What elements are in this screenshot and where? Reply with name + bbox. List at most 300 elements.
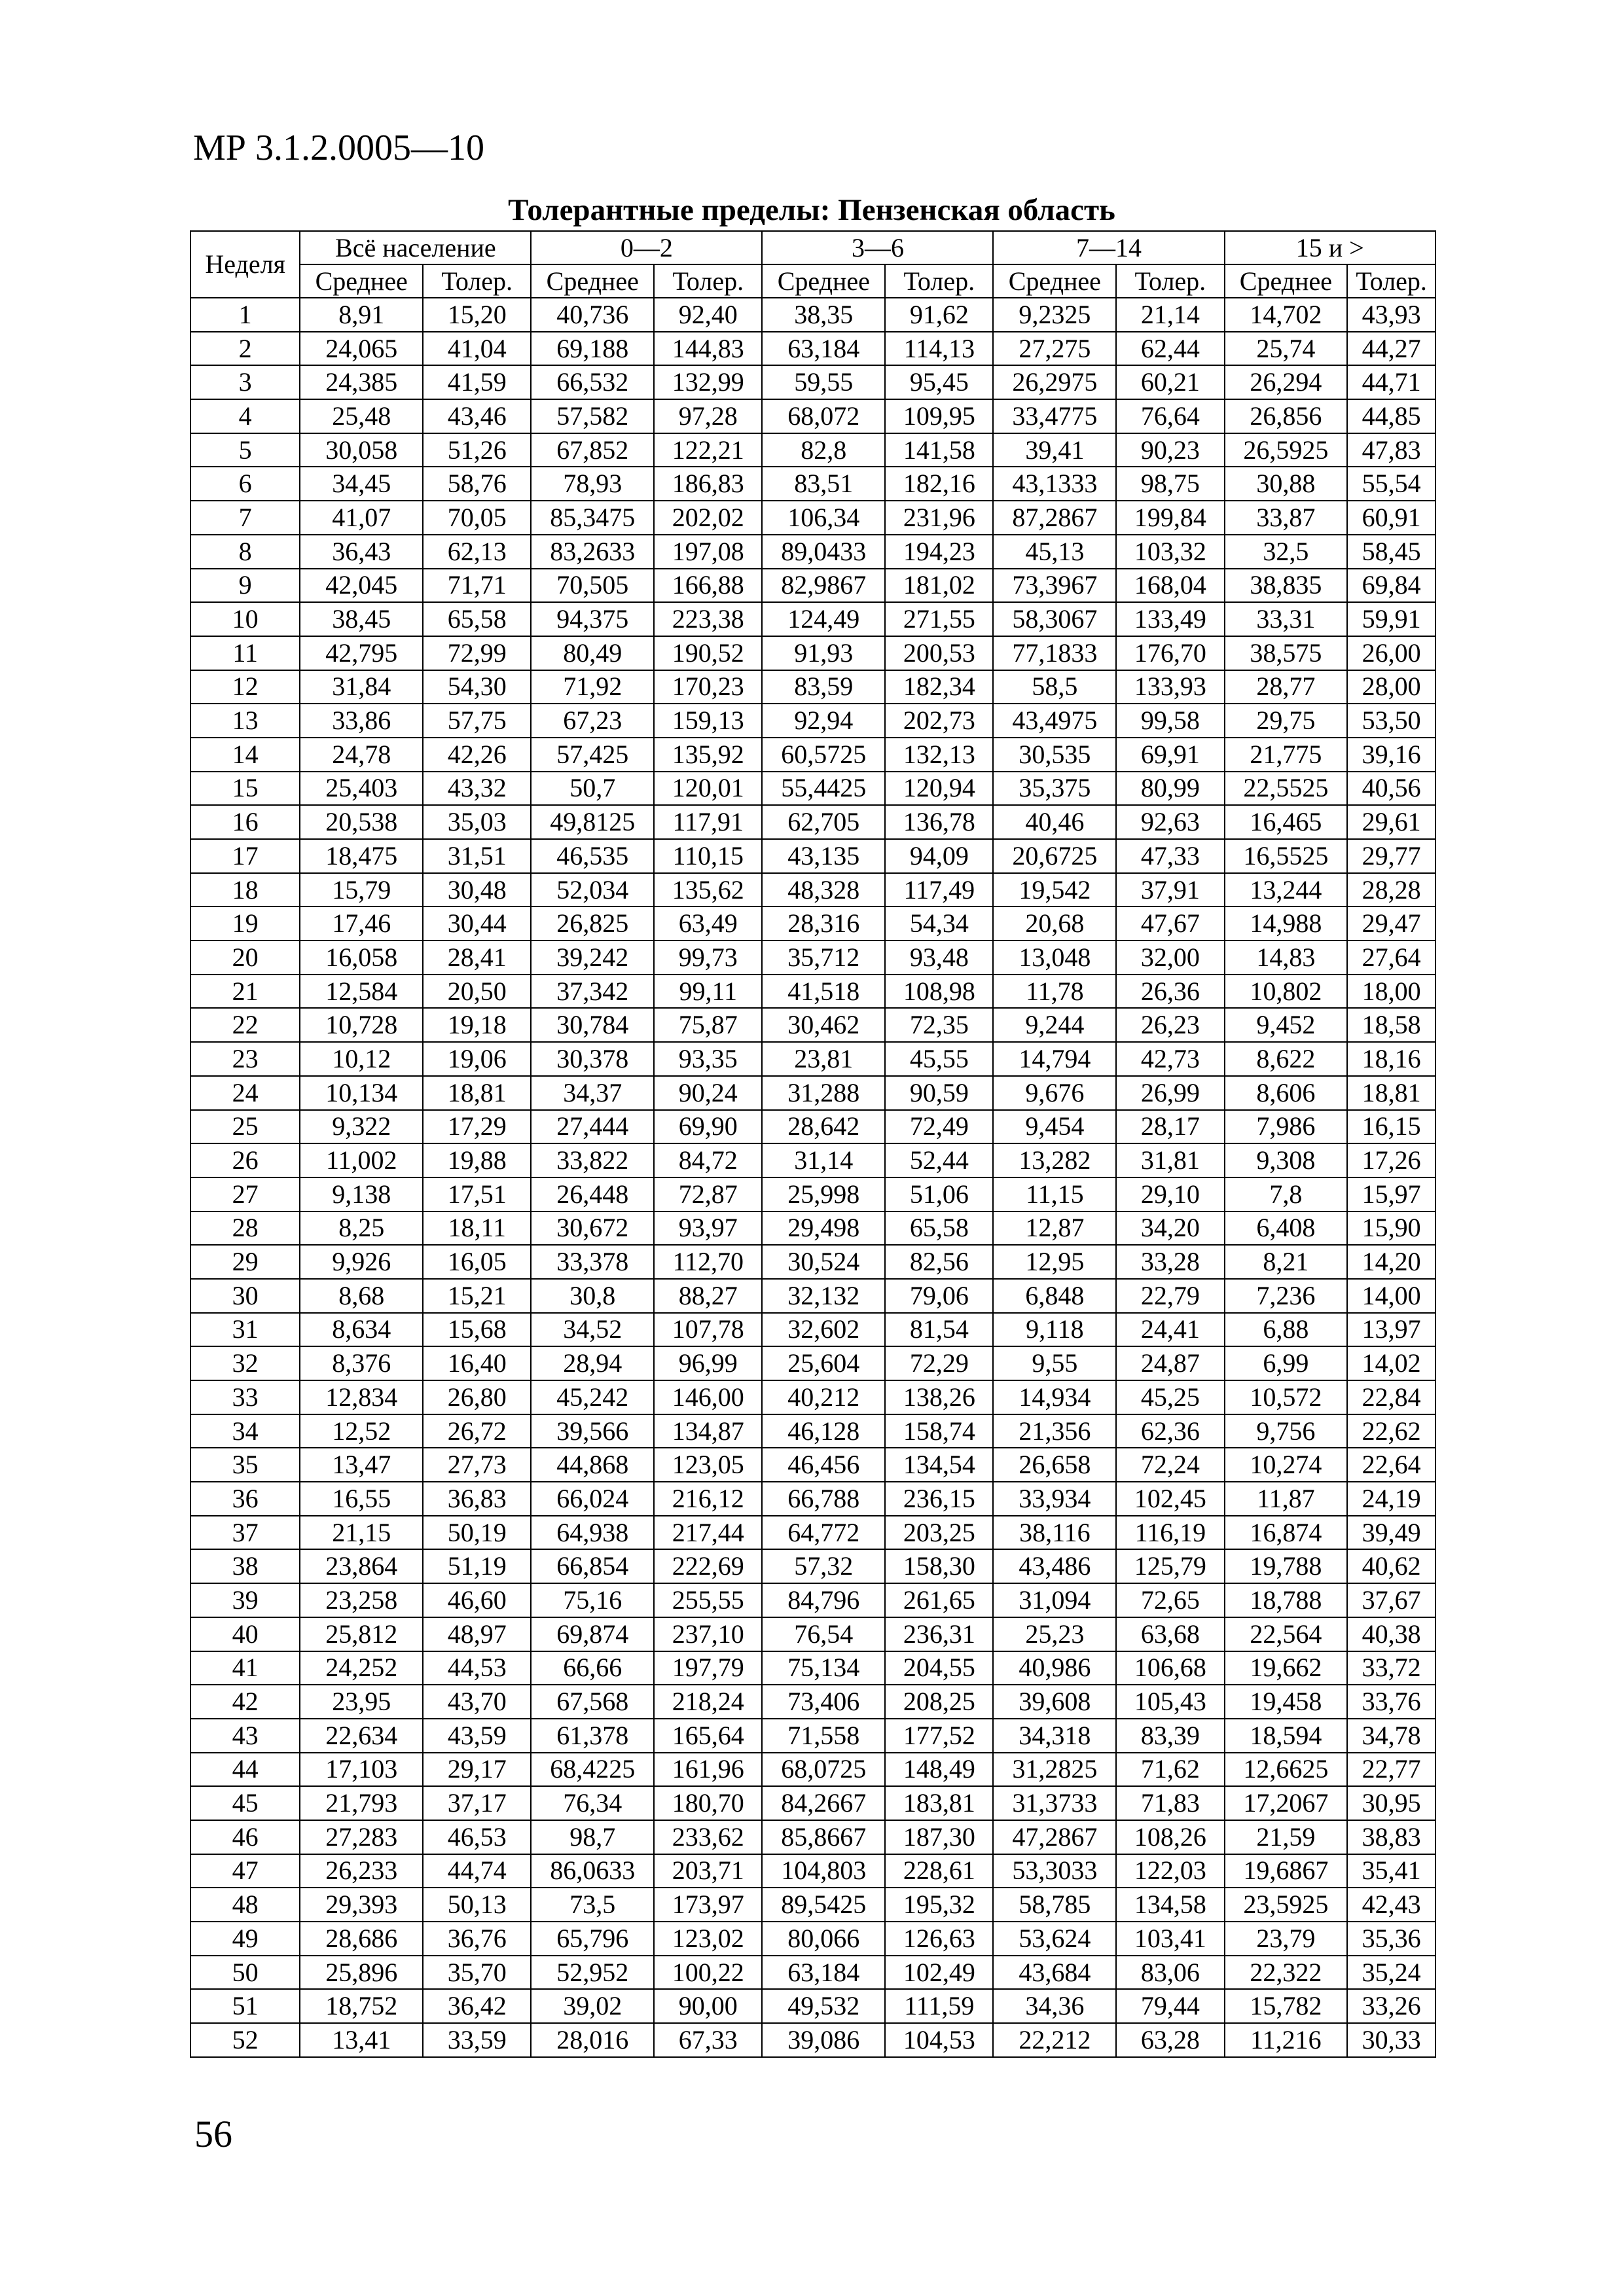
value-cell: 65,58 [423, 602, 531, 636]
week-cell: 16 [190, 805, 300, 839]
value-cell: 17,26 [1347, 1143, 1435, 1177]
value-cell: 12,87 [993, 1211, 1116, 1246]
value-cell: 112,70 [654, 1245, 762, 1279]
value-cell: 103,32 [1116, 535, 1224, 569]
value-cell: 17,2067 [1225, 1786, 1348, 1820]
sub-header-mean: Среднее [762, 264, 885, 298]
table-row [190, 1143, 1435, 1177]
value-cell: 117,91 [654, 805, 762, 839]
value-cell: 26,856 [1225, 399, 1348, 433]
value-cell: 9,926 [300, 1245, 423, 1279]
value-cell: 14,934 [993, 1380, 1116, 1414]
value-cell: 25,896 [300, 1956, 423, 1990]
value-cell: 71,62 [1116, 1753, 1224, 1787]
value-cell: 63,184 [762, 1956, 885, 1990]
value-cell: 27,444 [531, 1110, 654, 1144]
value-cell: 14,00 [1347, 1279, 1435, 1313]
value-cell: 98,75 [1116, 467, 1224, 501]
table-row [190, 1854, 1435, 1888]
table-row [190, 433, 1435, 467]
value-cell: 223,38 [654, 602, 762, 636]
value-cell: 28,94 [531, 1346, 654, 1380]
value-cell: 32,132 [762, 1279, 885, 1313]
value-cell: 20,50 [423, 975, 531, 1009]
value-cell: 236,31 [885, 1617, 993, 1651]
week-cell: 32 [190, 1346, 300, 1380]
value-cell: 65,796 [531, 1922, 654, 1956]
table-row [190, 1786, 1435, 1820]
value-cell: 133,93 [1116, 670, 1224, 704]
week-cell: 6 [190, 467, 300, 501]
value-cell: 18,16 [1347, 1042, 1435, 1076]
value-cell: 16,40 [423, 1346, 531, 1380]
value-cell: 66,532 [531, 365, 654, 399]
value-cell: 123,02 [654, 1922, 762, 1956]
value-cell: 138,26 [885, 1380, 993, 1414]
table-row [190, 636, 1435, 670]
document-code: МР 3.1.2.0005—10 [193, 128, 484, 168]
table-row [190, 1651, 1435, 1685]
value-cell: 26,658 [993, 1448, 1116, 1482]
week-cell: 51 [190, 1989, 300, 2023]
value-cell: 39,49 [1347, 1516, 1435, 1550]
value-cell: 133,49 [1116, 602, 1224, 636]
week-cell: 7 [190, 501, 300, 535]
value-cell: 55,4425 [762, 772, 885, 806]
value-cell: 25,604 [762, 1346, 885, 1380]
value-cell: 134,54 [885, 1448, 993, 1482]
value-cell: 44,85 [1347, 399, 1435, 433]
value-cell: 30,44 [423, 906, 531, 941]
value-cell: 148,49 [885, 1753, 993, 1787]
value-cell: 15,97 [1347, 1177, 1435, 1211]
value-cell: 10,134 [300, 1076, 423, 1110]
week-cell: 33 [190, 1380, 300, 1414]
value-cell: 12,95 [993, 1245, 1116, 1279]
value-cell: 36,83 [423, 1482, 531, 1516]
week-cell: 45 [190, 1786, 300, 1820]
value-cell: 26,294 [1225, 365, 1348, 399]
value-cell: 75,16 [531, 1583, 654, 1617]
value-cell: 159,13 [654, 704, 762, 738]
value-cell: 83,59 [762, 670, 885, 704]
value-cell: 30,784 [531, 1008, 654, 1042]
value-cell: 43,93 [1347, 298, 1435, 332]
week-cell: 14 [190, 738, 300, 772]
value-cell: 35,375 [993, 772, 1116, 806]
value-cell: 44,71 [1347, 365, 1435, 399]
value-cell: 21,775 [1225, 738, 1348, 772]
value-cell: 20,68 [993, 906, 1116, 941]
value-cell: 135,92 [654, 738, 762, 772]
value-cell: 71,92 [531, 670, 654, 704]
table-row [190, 670, 1435, 704]
value-cell: 66,66 [531, 1651, 654, 1685]
header-row-groups [190, 231, 1435, 264]
value-cell: 60,21 [1116, 365, 1224, 399]
value-cell: 46,128 [762, 1414, 885, 1448]
value-cell: 43,135 [762, 839, 885, 873]
week-cell: 20 [190, 941, 300, 975]
value-cell: 72,65 [1116, 1583, 1224, 1617]
value-cell: 8,21 [1225, 1245, 1348, 1279]
value-cell: 35,712 [762, 941, 885, 975]
group-header-0-2: 0—2 [531, 231, 762, 264]
table-row [190, 941, 1435, 975]
value-cell: 25,48 [300, 399, 423, 433]
table-row [190, 1245, 1435, 1279]
value-cell: 216,12 [654, 1482, 762, 1516]
value-cell: 13,41 [300, 2023, 423, 2057]
value-cell: 21,793 [300, 1786, 423, 1820]
group-header-7-14: 7—14 [993, 231, 1224, 264]
value-cell: 84,2667 [762, 1786, 885, 1820]
value-cell: 33,822 [531, 1143, 654, 1177]
value-cell: 43,32 [423, 772, 531, 806]
value-cell: 32,5 [1225, 535, 1348, 569]
value-cell: 144,83 [654, 332, 762, 366]
value-cell: 30,88 [1225, 467, 1348, 501]
week-cell: 39 [190, 1583, 300, 1617]
value-cell: 22,77 [1347, 1753, 1435, 1787]
value-cell: 42,26 [423, 738, 531, 772]
value-cell: 36,42 [423, 1989, 531, 2023]
value-cell: 105,43 [1116, 1685, 1224, 1719]
value-cell: 24,41 [1116, 1313, 1224, 1347]
value-cell: 92,63 [1116, 805, 1224, 839]
value-cell: 14,988 [1225, 906, 1348, 941]
value-cell: 9,55 [993, 1346, 1116, 1380]
week-cell: 12 [190, 670, 300, 704]
value-cell: 29,498 [762, 1211, 885, 1246]
value-cell: 31,84 [300, 670, 423, 704]
value-cell: 102,49 [885, 1956, 993, 1990]
value-cell: 197,08 [654, 535, 762, 569]
value-cell: 16,5525 [1225, 839, 1348, 873]
value-cell: 35,03 [423, 805, 531, 839]
value-cell: 34,37 [531, 1076, 654, 1110]
value-cell: 9,118 [993, 1313, 1116, 1347]
value-cell: 35,36 [1347, 1922, 1435, 1956]
value-cell: 17,29 [423, 1110, 531, 1144]
value-cell: 22,634 [300, 1719, 423, 1753]
value-cell: 38,45 [300, 602, 423, 636]
value-cell: 199,84 [1116, 501, 1224, 535]
week-cell: 52 [190, 2023, 300, 2057]
value-cell: 62,36 [1116, 1414, 1224, 1448]
value-cell: 63,68 [1116, 1617, 1224, 1651]
week-cell: 22 [190, 1008, 300, 1042]
value-cell: 28,28 [1347, 873, 1435, 907]
value-cell: 44,868 [531, 1448, 654, 1482]
value-cell: 89,5425 [762, 1888, 885, 1922]
value-cell: 26,233 [300, 1854, 423, 1888]
value-cell: 31,51 [423, 839, 531, 873]
value-cell: 15,79 [300, 873, 423, 907]
value-cell: 99,73 [654, 941, 762, 975]
value-cell: 15,20 [423, 298, 531, 332]
week-cell: 31 [190, 1313, 300, 1347]
value-cell: 39,02 [531, 1989, 654, 2023]
value-cell: 44,53 [423, 1651, 531, 1685]
value-cell: 45,13 [993, 535, 1116, 569]
value-cell: 79,06 [885, 1279, 993, 1313]
value-cell: 31,3733 [993, 1786, 1116, 1820]
value-cell: 33,76 [1347, 1685, 1435, 1719]
value-cell: 8,606 [1225, 1076, 1348, 1110]
value-cell: 91,93 [762, 636, 885, 670]
value-cell: 30,535 [993, 738, 1116, 772]
value-cell: 40,212 [762, 1380, 885, 1414]
value-cell: 63,28 [1116, 2023, 1224, 2057]
value-cell: 40,986 [993, 1651, 1116, 1685]
value-cell: 42,795 [300, 636, 423, 670]
value-cell: 15,21 [423, 1279, 531, 1313]
value-cell: 8,376 [300, 1346, 423, 1380]
value-cell: 16,55 [300, 1482, 423, 1516]
value-cell: 161,96 [654, 1753, 762, 1787]
value-cell: 78,93 [531, 467, 654, 501]
value-cell: 40,56 [1347, 772, 1435, 806]
value-cell: 102,45 [1116, 1482, 1224, 1516]
value-cell: 48,97 [423, 1617, 531, 1651]
value-cell: 26,99 [1116, 1076, 1224, 1110]
table-title: Толерантные пределы: Пензенская область [508, 193, 1115, 227]
value-cell: 19,542 [993, 873, 1116, 907]
value-cell: 108,26 [1116, 1820, 1224, 1854]
value-cell: 22,64 [1347, 1448, 1435, 1482]
value-cell: 22,62 [1347, 1414, 1435, 1448]
value-cell: 18,475 [300, 839, 423, 873]
week-cell: 38 [190, 1549, 300, 1583]
week-cell: 19 [190, 906, 300, 941]
value-cell: 69,90 [654, 1110, 762, 1144]
value-cell: 81,54 [885, 1313, 993, 1347]
value-cell: 22,5525 [1225, 772, 1348, 806]
value-cell: 43,70 [423, 1685, 531, 1719]
value-cell: 40,736 [531, 298, 654, 332]
value-cell: 65,58 [885, 1211, 993, 1246]
value-cell: 47,33 [1116, 839, 1224, 873]
value-cell: 72,24 [1116, 1448, 1224, 1482]
value-cell: 66,854 [531, 1549, 654, 1583]
value-cell: 158,74 [885, 1414, 993, 1448]
value-cell: 31,2825 [993, 1753, 1116, 1787]
value-cell: 23,258 [300, 1583, 423, 1617]
value-cell: 16,05 [423, 1245, 531, 1279]
value-cell: 202,02 [654, 501, 762, 535]
value-cell: 25,74 [1225, 332, 1348, 366]
week-cell: 17 [190, 839, 300, 873]
value-cell: 52,952 [531, 1956, 654, 1990]
table-row [190, 1685, 1435, 1719]
value-cell: 29,61 [1347, 805, 1435, 839]
table-row [190, 1448, 1435, 1482]
week-cell: 23 [190, 1042, 300, 1076]
value-cell: 76,34 [531, 1786, 654, 1820]
value-cell: 237,10 [654, 1617, 762, 1651]
value-cell: 111,59 [885, 1989, 993, 2023]
value-cell: 255,55 [654, 1583, 762, 1617]
week-cell: 42 [190, 1685, 300, 1719]
value-cell: 168,04 [1116, 569, 1224, 603]
table-row [190, 1989, 1435, 2023]
value-cell: 195,32 [885, 1888, 993, 1922]
value-cell: 72,49 [885, 1110, 993, 1144]
value-cell: 120,94 [885, 772, 993, 806]
value-cell: 41,04 [423, 332, 531, 366]
value-cell: 41,59 [423, 365, 531, 399]
value-cell: 39,41 [993, 433, 1116, 467]
value-cell: 17,51 [423, 1177, 531, 1211]
value-cell: 44,74 [423, 1854, 531, 1888]
value-cell: 134,87 [654, 1414, 762, 1448]
week-cell: 9 [190, 569, 300, 603]
value-cell: 177,52 [885, 1719, 993, 1753]
value-cell: 73,5 [531, 1888, 654, 1922]
value-cell: 33,31 [1225, 602, 1348, 636]
table-row [190, 332, 1435, 366]
value-cell: 7,986 [1225, 1110, 1348, 1144]
value-cell: 24,065 [300, 332, 423, 366]
week-cell: 10 [190, 602, 300, 636]
value-cell: 30,058 [300, 433, 423, 467]
value-cell: 21,59 [1225, 1820, 1348, 1854]
value-cell: 33,378 [531, 1245, 654, 1279]
value-cell: 24,19 [1347, 1482, 1435, 1516]
value-cell: 58,785 [993, 1888, 1116, 1922]
value-cell: 9,676 [993, 1076, 1116, 1110]
value-cell: 170,23 [654, 670, 762, 704]
value-cell: 23,5925 [1225, 1888, 1348, 1922]
value-cell: 99,58 [1116, 704, 1224, 738]
week-cell: 48 [190, 1888, 300, 1922]
value-cell: 59,91 [1347, 602, 1435, 636]
value-cell: 37,67 [1347, 1583, 1435, 1617]
value-cell: 79,44 [1116, 1989, 1224, 2023]
value-cell: 54,30 [423, 670, 531, 704]
value-cell: 135,62 [654, 873, 762, 907]
value-cell: 13,282 [993, 1143, 1116, 1177]
value-cell: 31,14 [762, 1143, 885, 1177]
value-cell: 17,103 [300, 1753, 423, 1787]
value-cell: 134,58 [1116, 1888, 1224, 1922]
value-cell: 23,864 [300, 1549, 423, 1583]
table-row [190, 1956, 1435, 1990]
value-cell: 62,44 [1116, 332, 1224, 366]
value-cell: 9,308 [1225, 1143, 1348, 1177]
value-cell: 90,59 [885, 1076, 993, 1110]
sub-header-tolerance: Толер. [885, 264, 993, 298]
value-cell: 80,99 [1116, 772, 1224, 806]
value-cell: 109,95 [885, 399, 993, 433]
value-cell: 106,68 [1116, 1651, 1224, 1685]
value-cell: 10,274 [1225, 1448, 1348, 1482]
value-cell: 83,06 [1116, 1956, 1224, 1990]
value-cell: 94,09 [885, 839, 993, 873]
value-cell: 16,465 [1225, 805, 1348, 839]
value-cell: 6,848 [993, 1279, 1116, 1313]
value-cell: 28,016 [531, 2023, 654, 2057]
table-row [190, 1380, 1435, 1414]
value-cell: 70,505 [531, 569, 654, 603]
week-cell: 27 [190, 1177, 300, 1211]
value-cell: 43,1333 [993, 467, 1116, 501]
value-cell: 24,78 [300, 738, 423, 772]
value-cell: 233,62 [654, 1820, 762, 1854]
value-cell: 104,803 [762, 1854, 885, 1888]
table-row [190, 1211, 1435, 1246]
value-cell: 55,54 [1347, 467, 1435, 501]
value-cell: 47,2867 [993, 1820, 1116, 1854]
value-cell: 85,8667 [762, 1820, 885, 1854]
value-cell: 94,375 [531, 602, 654, 636]
value-cell: 10,12 [300, 1042, 423, 1076]
value-cell: 58,76 [423, 467, 531, 501]
value-cell: 34,78 [1347, 1719, 1435, 1753]
value-cell: 10,728 [300, 1008, 423, 1042]
value-cell: 10,572 [1225, 1380, 1348, 1414]
value-cell: 19,788 [1225, 1549, 1348, 1583]
value-cell: 187,30 [885, 1820, 993, 1854]
value-cell: 36,76 [423, 1922, 531, 1956]
value-cell: 53,624 [993, 1922, 1116, 1956]
value-cell: 83,51 [762, 467, 885, 501]
value-cell: 202,73 [885, 704, 993, 738]
value-cell: 23,95 [300, 1685, 423, 1719]
value-cell: 15,782 [1225, 1989, 1348, 2023]
table-row [190, 1042, 1435, 1076]
value-cell: 173,97 [654, 1888, 762, 1922]
value-cell: 39,608 [993, 1685, 1116, 1719]
value-cell: 26,448 [531, 1177, 654, 1211]
value-cell: 28,77 [1225, 670, 1348, 704]
value-cell: 23,81 [762, 1042, 885, 1076]
value-cell: 26,00 [1347, 636, 1435, 670]
week-cell: 47 [190, 1854, 300, 1888]
week-cell: 41 [190, 1651, 300, 1685]
value-cell: 70,05 [423, 501, 531, 535]
sub-header-tolerance: Толер. [654, 264, 762, 298]
value-cell: 22,79 [1116, 1279, 1224, 1313]
value-cell: 57,75 [423, 704, 531, 738]
value-cell: 30,524 [762, 1245, 885, 1279]
sub-header-mean: Среднее [531, 264, 654, 298]
value-cell: 18,594 [1225, 1719, 1348, 1753]
value-cell: 42,73 [1116, 1042, 1224, 1076]
table-row [190, 1177, 1435, 1211]
value-cell: 87,2867 [993, 501, 1116, 535]
value-cell: 41,07 [300, 501, 423, 535]
table-row [190, 1719, 1435, 1753]
value-cell: 67,23 [531, 704, 654, 738]
value-cell: 8,25 [300, 1211, 423, 1246]
table-row [190, 906, 1435, 941]
week-cell: 30 [190, 1279, 300, 1313]
value-cell: 228,61 [885, 1854, 993, 1888]
week-cell: 18 [190, 873, 300, 907]
table-row [190, 805, 1435, 839]
table-row [190, 1820, 1435, 1854]
table-row [190, 1414, 1435, 1448]
value-cell: 11,15 [993, 1177, 1116, 1211]
value-cell: 136,78 [885, 805, 993, 839]
value-cell: 197,79 [654, 1651, 762, 1685]
value-cell: 39,566 [531, 1414, 654, 1448]
week-cell: 25 [190, 1110, 300, 1144]
value-cell: 14,20 [1347, 1245, 1435, 1279]
value-cell: 19,06 [423, 1042, 531, 1076]
